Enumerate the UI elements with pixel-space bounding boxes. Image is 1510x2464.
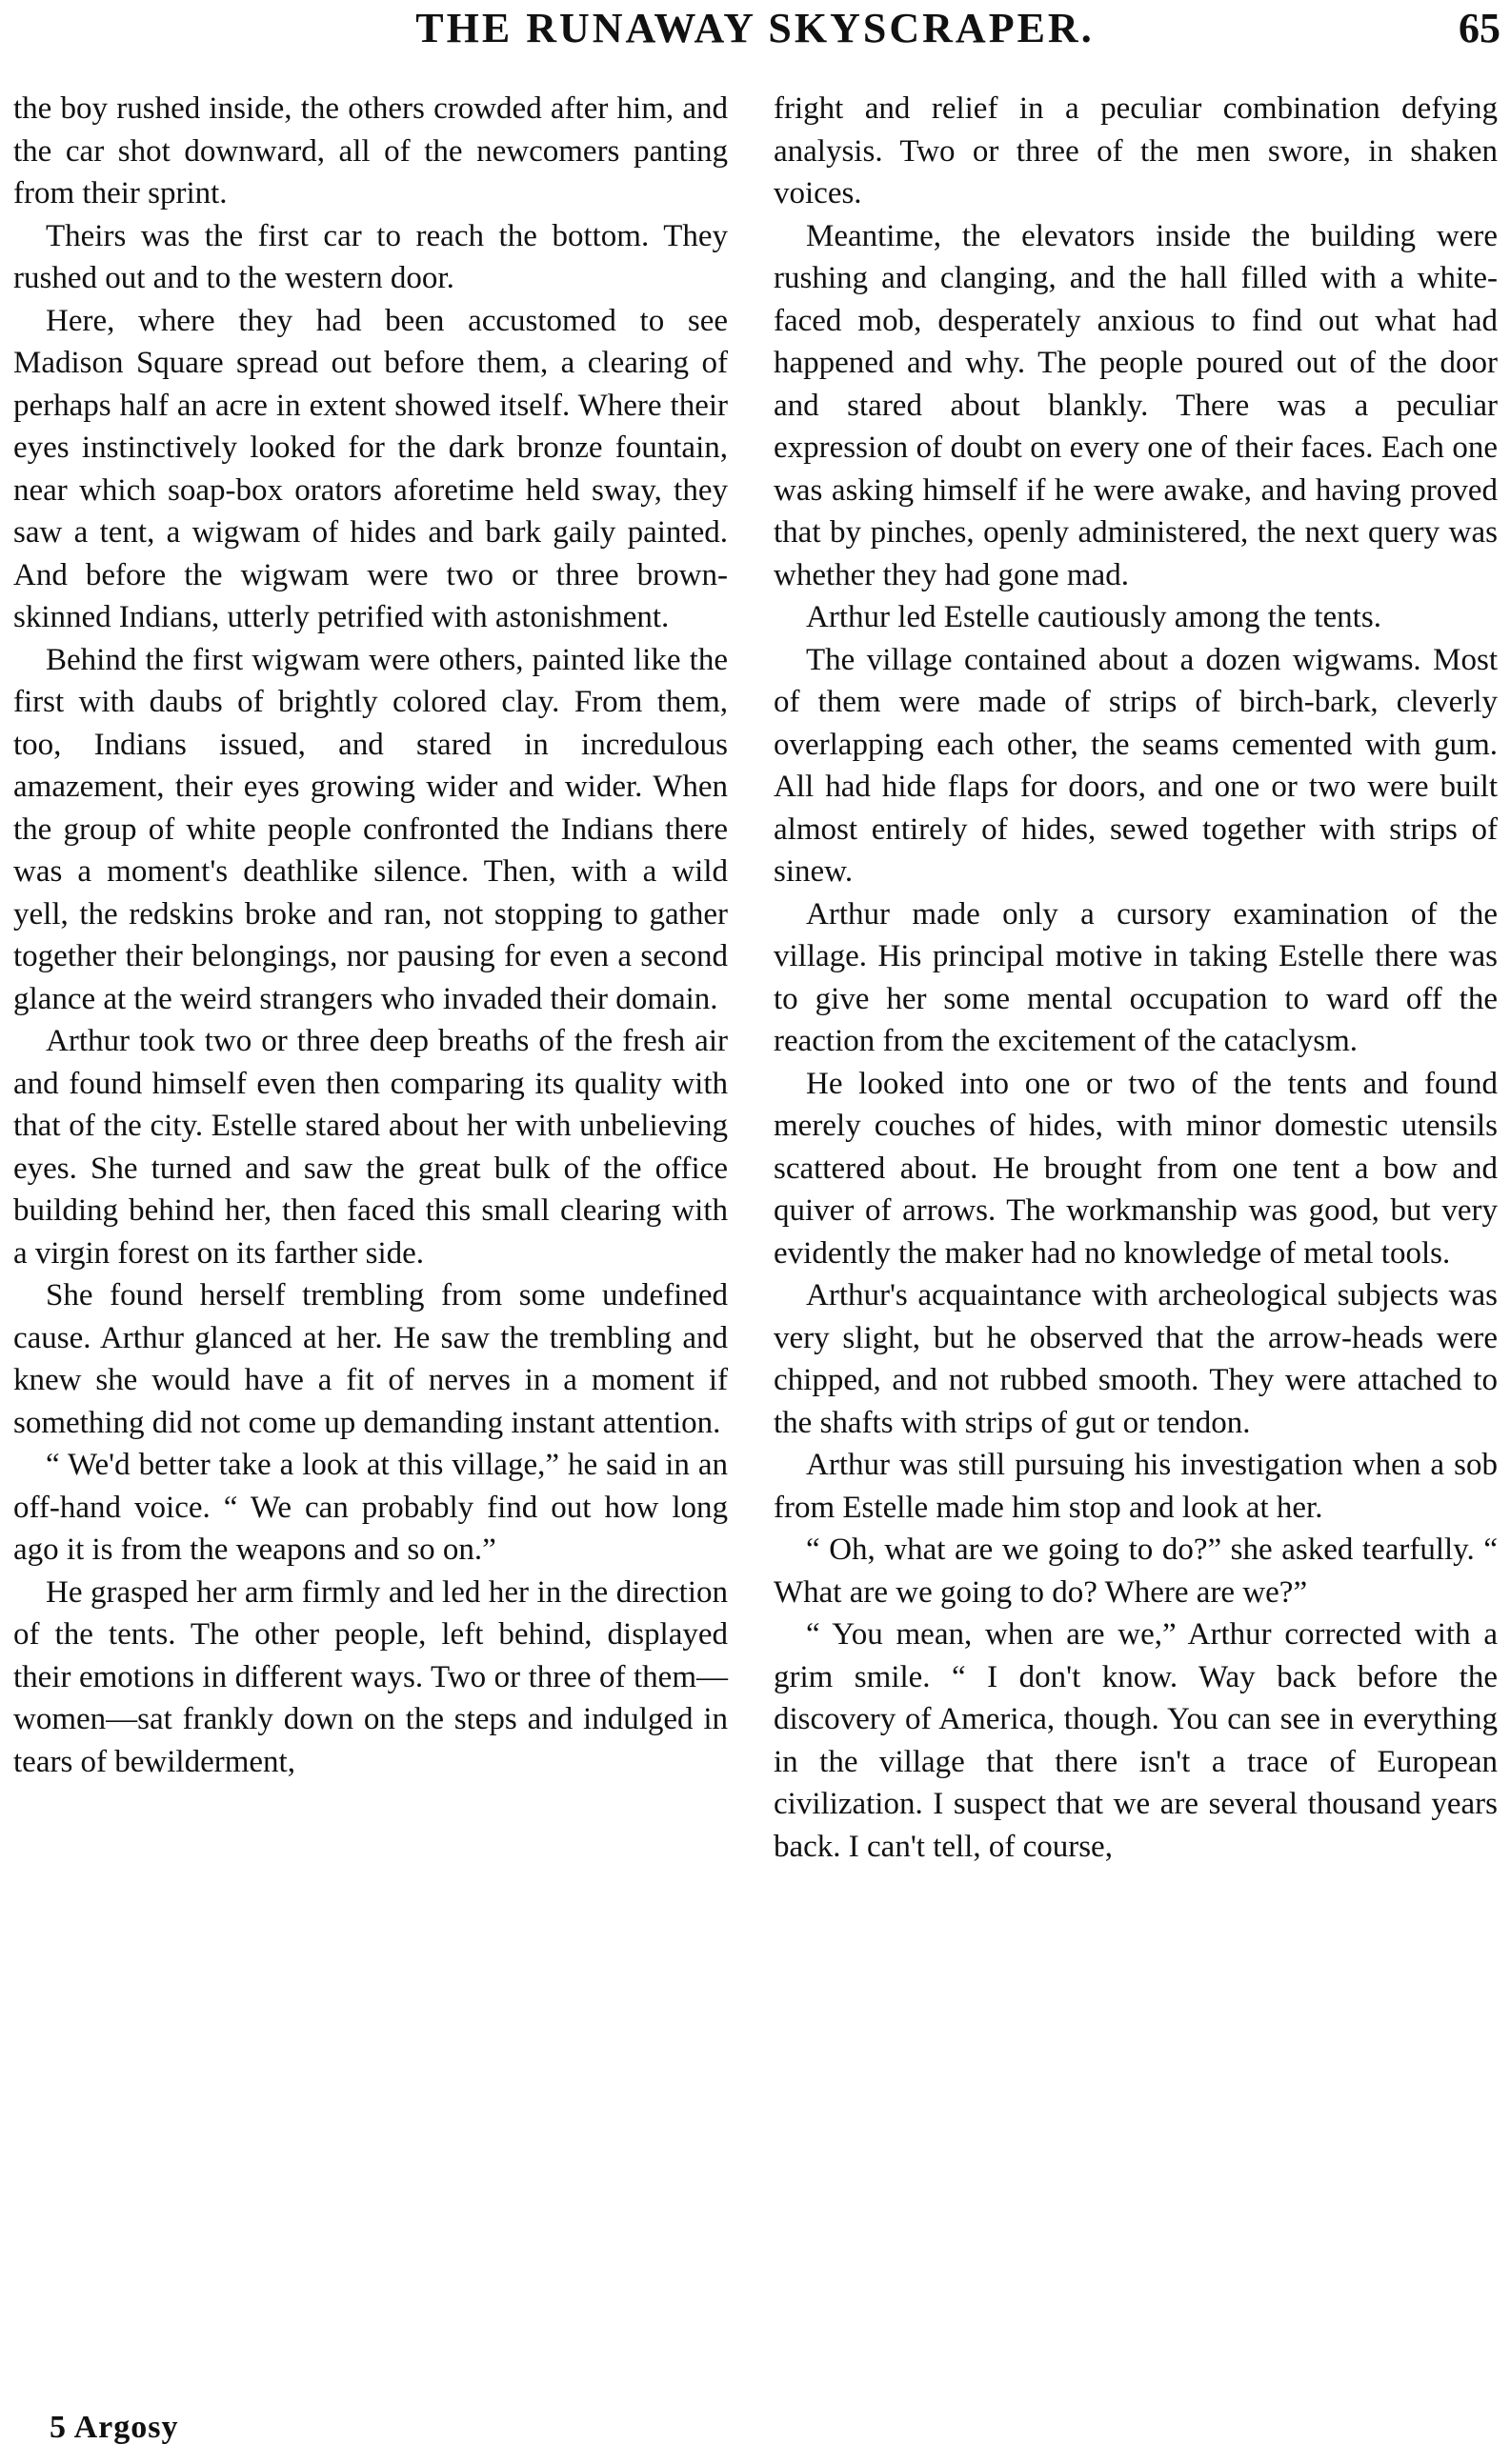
paragraph: “ You mean, when are we,” Arthur corrected with a grim smile. “ I don't know. Way back before the discovery of America, though. You can see in everything in the village that there isn't a trace of European civilization. I suspect that we are several thousand years back. I can't tell, of course, xyxy=(774,1617,1498,1864)
left-column xyxy=(13,88,728,1783)
signature-mark: 5 Argosy xyxy=(50,2410,179,2445)
paragraph: She found herself trembling from some undefined cause. Arthur glanced at her. He saw the trembling and knew she would have a fit of nerves in a moment if something did not come up demanding instant attention. xyxy=(13,1278,728,1440)
paragraph: Meantime, the elevators inside the building were rushing and clanging, and the hall filled with a white-faced mob, desperately anxious to find out what had happened and why. The people poured out of the door and stared about blankly. There was a peculiar expression of doubt on every one of their faces. Each one was asking himself if he were awake, and having proved that by pinches, openly administered, the next query was whether they had gone mad. xyxy=(774,218,1498,592)
paragraph: Arthur made only a cursory examination of the village. His principal motive in taking Estelle there was to give her some mental occupation to ward off the reaction from the excitement of the cataclysm. xyxy=(774,896,1498,1058)
running-title: THE RUNAWAY SKYSCRAPER. xyxy=(415,5,1095,51)
right-column xyxy=(774,88,1498,1868)
paragraph: fright and relief in a peculiar combination defying analysis. Two or three of the men swore, in shaken voices. xyxy=(774,91,1498,210)
paragraph: Behind the first wigwam were others, painted like the first with daubs of brightly colored clay. From them, too, Indians issued, and stared in incredulous amazement, their eyes growing wider and wider. When the group of white people confronted the Indians there was a moment's deathlike silence. Then, with a wild yell, the redskins broke and ran, not stopping to gather together their belongings, nor pausing for even a second glance at the weird strangers who invaded their domain. xyxy=(13,642,728,1016)
paragraph: the boy rushed inside, the others crowded after him, and the car shot downward, all of the newcomers panting from their sprint. xyxy=(13,91,728,210)
paragraph: Arthur took two or three deep breaths of the fresh air and found himself even then comparing its quality with that of the city. Estelle stared about her with unbelieving eyes. She turned and saw the great bulk of the office building behind her, then faced this small clearing with a virgin forest on its farther side. xyxy=(13,1024,728,1271)
page-number: 65 xyxy=(1459,5,1500,51)
paragraph: Here, where they had been accustomed to see Madison Square spread out before them, a clearing of perhaps half an acre in extent showed itself. Where their eyes instinctively looked for the dark bronze fountain, near which soap-box orators aforetime held sway, they saw a tent, a wigwam of hides and bark gaily painted. And before the wigwam were two or three brown-skinned Indians, utterly petrified with astonishment. xyxy=(13,303,728,634)
paragraph: “ Oh, what are we going to do?” she asked tearfully. “ What are we going to do? Where are we?” xyxy=(774,1532,1498,1610)
paragraph: Arthur led Estelle cautiously among the tents. xyxy=(806,600,1381,634)
paragraph: He grasped her arm firmly and led her in the direction of the tents. The other people, left behind, displayed their emotions in different ways. Two or three of them—women—sat frankly down on the steps and indulged in tears of bewilderment, xyxy=(13,1574,728,1779)
paragraph: Arthur's acquaintance with archeological subjects was very slight, but he observed that the arrow-heads were chipped, and not rubbed smooth. They were attached to the shafts with strips of gut or tendon. xyxy=(774,1278,1498,1440)
paragraph: “ We'd better take a look at this village,” he said in an off-hand voice. “ We can probably find out how long ago it is from the weapons and so on.” xyxy=(13,1448,728,1567)
paragraph: Theirs was the first car to reach the bottom. They rushed out and to the western door. xyxy=(13,218,728,295)
paragraph: Arthur was still pursuing his investigation when a sob from Estelle made him stop and look at her. xyxy=(774,1448,1498,1525)
running-header xyxy=(0,4,1510,61)
paragraph: He looked into one or two of the tents and found merely couches of hides, with minor domestic utensils scattered about. He brought from one tent a bow and quiver of arrows. The workmanship was good, but very evidently the maker had no knowledge of metal tools. xyxy=(774,1066,1498,1271)
paragraph: The village contained about a dozen wigwams. Most of them were made of strips of birch-bark, cleverly overlapping each other, the seams cemented with gum. All had hide flaps for doors, and one or two were built almost entirely of hides, sewed together with strips of sinew. xyxy=(774,642,1498,889)
